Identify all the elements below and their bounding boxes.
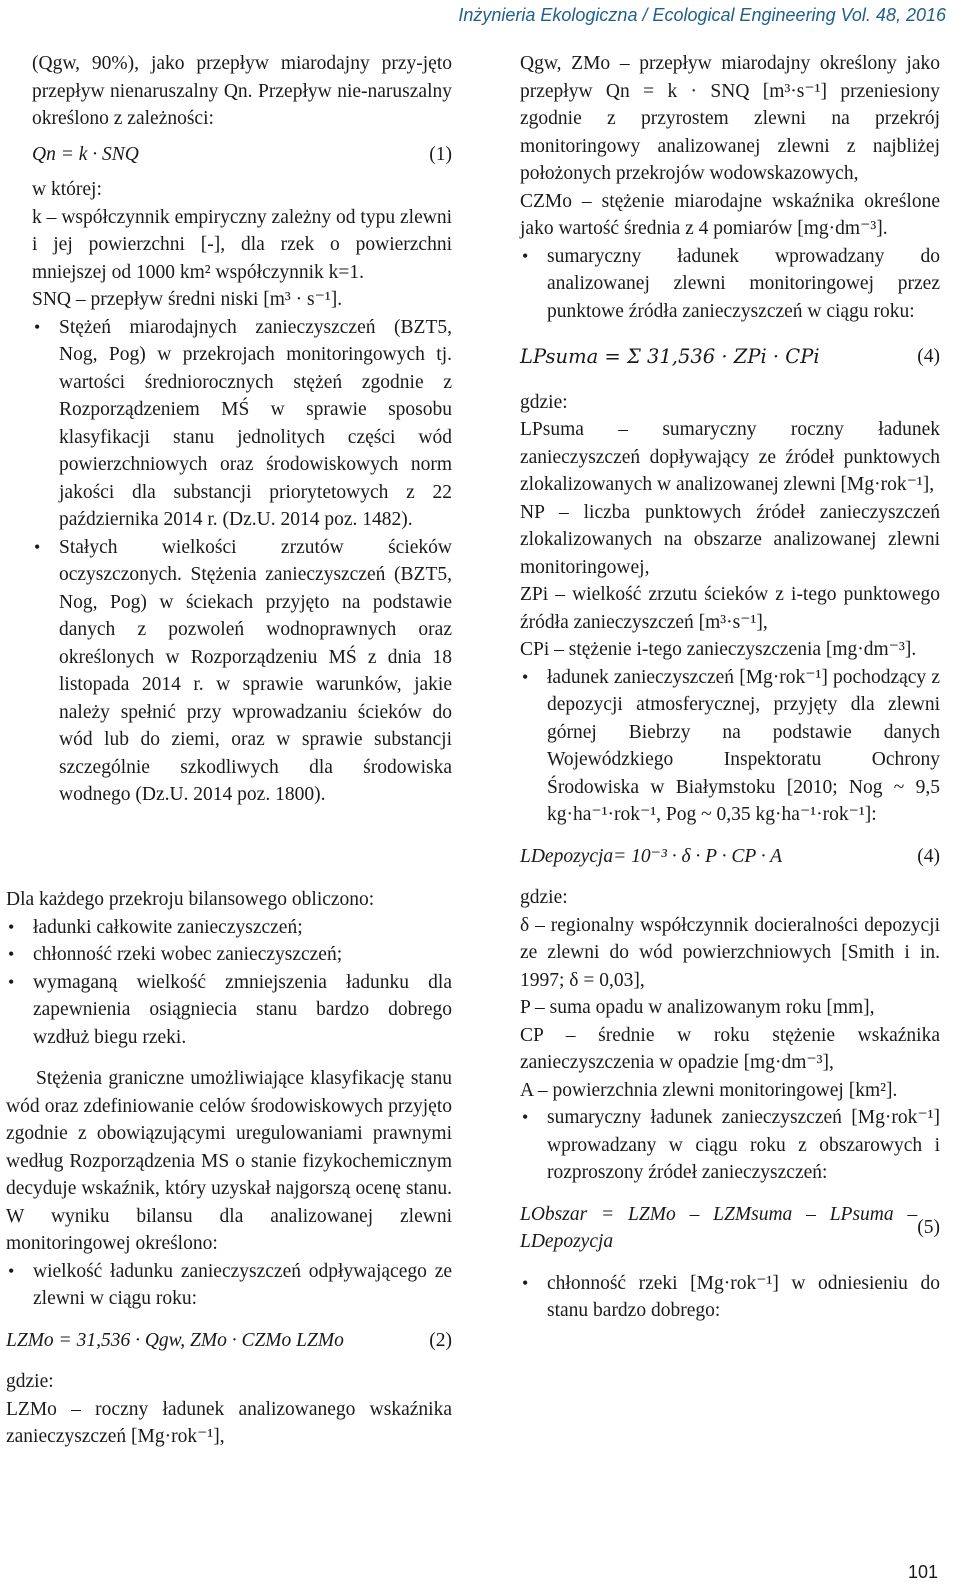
left-paragraph-1: (Qgw, 90%), jako przepływ miarodajny przy-jęto przepływ nienaruszalny Qn. Przepływ nie-naruszalny określono z zależności: — [32, 53, 452, 129]
gdzie-label: gdzie: — [6, 1371, 54, 1392]
gdzie-label: gdzie: — [520, 391, 568, 413]
equation-4 — [520, 343, 940, 371]
area-source-list — [520, 1104, 940, 1187]
list-item: • ładunek zanieczyszczeń [Mg·rok⁻¹] pochodzący z depozycji atmosferycznej, przyjęty dla zlewni górnej Biebrzy na podstawie danych Wojewódzkiego Inspektoratu Ochrony Środowiska w Białymstoku [2010; Nog ~ 9,5 kg·ha⁻¹·rok⁻¹, Pog ~ 0,35 kg·ha⁻¹·rok⁻¹]: — [520, 664, 940, 829]
point-source-list — [520, 243, 940, 326]
equation-5 — [520, 1201, 940, 1256]
equation-4-number: (4) — [917, 346, 940, 367]
criteria-list — [32, 314, 452, 809]
equation-2-number: (2) — [429, 1329, 452, 1351]
k-definition: k – współczynnik empiryczny zależny od typu zlewni i jej powierzchni [-], dla rzek o powierzchni mniejszej od 1000 km² współczynnik k=1. — [32, 206, 452, 283]
cp-definition: CPi – stężenie i-tego zanieczyszczenia [mg·dm⁻³]. — [520, 639, 917, 660]
equation-1-number: (1) — [429, 143, 452, 165]
left-lower-section — [6, 886, 452, 1451]
zp-definition: ZPi – wielkość zrzutu ścieków z i-tego punktowego źródła zanieczyszczeń [m³·s⁻¹], — [520, 584, 940, 633]
cp-rain-definition: CP – średnie w roku stężenie wskaźnika zanieczyszczenia w opadzie [mg·dm⁻³], — [520, 1024, 940, 1073]
equation-2 — [6, 1327, 452, 1355]
lpsuma-definition: LPsuma – sumaryczny roczny ładunek zanieczyszczeń dopływający ze źródeł punktowych zlokalizowanych w analizowanej zlewni [Mg·rok⁻¹], — [520, 419, 940, 495]
gdzie-label: gdzie: — [520, 887, 568, 908]
equation-5-body: LObszar = LZMo – LZMsuma – LPsuma – LDepozycja — [520, 1203, 918, 1252]
equation-5-number: (5) — [917, 1217, 940, 1239]
equation-deposition-body: LDepozycja= 10⁻³ · δ · P · CP · A — [520, 845, 783, 867]
running-header: Inżynieria Ekologiczna / Ecological Engineering Vol. 48, 2016 — [458, 5, 946, 25]
equation-1 — [32, 141, 452, 169]
list-item: • Stężeń miarodajnych zanieczyszczeń (BZT5, Nog, Pog) w przekrojach monitoringowych tj. wartości średniorocznych stężeń zgodnie z Rozporządzeniem MŚ w sprawie sposobu klasyfikacji stanu jednolitych części wód powierzchniowych oraz środowiskowych norm jakości dla substancji priorytetowych z 22 października 2014 r. (Dz.U. 2014 poz. 1482). — [32, 314, 452, 534]
list-item: • sumaryczny ładunek zanieczyszczeń [Mg·rok⁻¹] wprowadzany w ciągu roku z obszarowych i rozproszony źródeł zanieczyszczeń: — [520, 1104, 940, 1187]
lzmo-definition: LZMo – roczny ładunek analizowanego wskaźnika zanieczyszczeń [Mg·rok⁻¹], — [6, 1398, 452, 1447]
equation-deposition — [520, 843, 940, 871]
equation-2-body: LZMo = 31,536 · Qgw, ZMo · CZMo LZMo — [6, 1329, 344, 1351]
limits-paragraph: Stężenia graniczne umożliwiające klasyfikację stanu wód oraz zdefiniowanie celów środowiskowych przyjęto zgodnie z obowiązującymi uregulowaniami prawnymi według Rozporządzenia MS o stanie fizykochemicznym decyduje wskaźnik, który uzyskał najgorszą ocenę stanu. W wyniku bilansu dla analizowanej zlewni monitoringowej określono: — [6, 1068, 452, 1254]
right-column — [520, 50, 940, 1325]
list-item: • chłonność rzeki wobec zanieczyszczeń; — [6, 941, 452, 969]
snq-definition: SNQ – przepływ średni niski [m³ · s⁻¹]. — [32, 289, 343, 310]
equation-1-body: Qn = k · SNQ — [32, 143, 139, 165]
np-definition: NP – liczba punktowych źródeł zanieczyszczeń zlokalizowanych na obszarze analizowanej zlewni monitoringowej, — [520, 501, 940, 578]
list-item: • chłonność rzeki [Mg·rok⁻¹] w odniesieniu do stanu bardzo dobrego: — [520, 1270, 940, 1325]
q-definition: Qgw, ZMo – przepływ miarodajny określony jako przepływ Qn = k · SNQ [m³·s⁻¹] przeniesiony zgodnie z przyrostem zlewni na przekrój monitoringowy analizowanej zlewni z najbliżej położonych przekrojów wodowskazowych, — [520, 53, 940, 184]
list-item: • wymaganą wielkość zmniejszenia ładunku dla zapewnienia osiągniecia stanu bardzo dobrego wzdłuż biegu rzeki. — [6, 969, 452, 1052]
list-item: • sumaryczny ładunek wprowadzany do analizowanej zlewni monitoringowej przez punktowe źródła zanieczyszczeń w ciągu roku: — [520, 243, 940, 326]
where-label: w której: — [32, 179, 102, 200]
deposition-list — [520, 664, 940, 829]
c-definition: CZMo – stężenie miarodajne wskaźnika określone jako wartość średnia z 4 pomiarów [mg·dm⁻³]. — [520, 190, 940, 239]
delta-definition: δ – regionalny współczynnik docieralności depozycji ze zlewni do wód powierzchniowych [Smith i in. 1997; δ = 0,03], — [520, 914, 940, 991]
left-column — [32, 50, 452, 809]
calc-intro: Dla każdego przekroju bilansowego obliczono: — [6, 889, 375, 910]
equation-4-body: LPsuma = Σ 31,536 · ZPi · CPi — [520, 345, 820, 368]
page-number: 101 — [907, 1561, 938, 1582]
calc-list — [6, 914, 452, 1052]
list-item: • wielkość ładunku zanieczyszczeń odpływającego ze zlewni w ciągu roku: — [6, 1258, 452, 1313]
a-definition: A – powierzchnia zlewni monitoringowej [km²]. — [520, 1079, 898, 1101]
p-definition: P – suma opadu w analizowanym roku [mm], — [520, 997, 875, 1018]
list-item: • ładunki całkowite zanieczyszczeń; — [6, 914, 452, 942]
list-item: • Stałych wielkości zrzutów ścieków oczyszczonych. Stężenia zanieczyszczeń (BZT5, Nog, Pog) w ściekach przyjęto na podstawie danych z pozwoleń wodnoprawnych oraz określonych w Rozporządzeniu MŚ z dnia 18 listopada 2014 r. w sprawie warunków, jakie należy spełnić przy wprowadzaniu ścieków do wód lub do ziemi, oraz w sprawie substancji szczególnie szkodliwych dla środowiska wodnego (Dz.U. 2014 poz. 1800). — [32, 534, 452, 809]
balance-list — [6, 1258, 452, 1313]
equation-deposition-number: (4) — [917, 845, 940, 867]
capacity-list — [520, 1270, 940, 1325]
